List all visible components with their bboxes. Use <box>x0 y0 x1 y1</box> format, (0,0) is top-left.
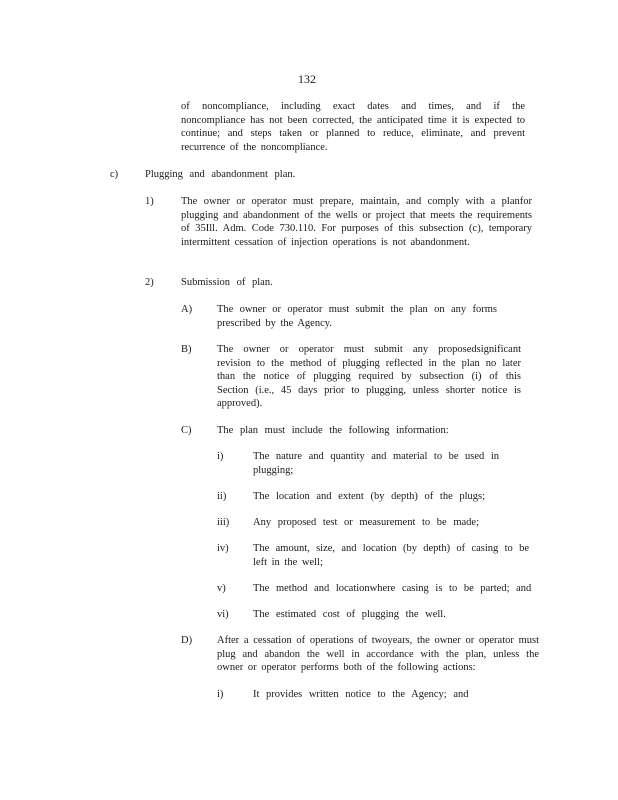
item-C-i-label: i) <box>217 451 224 462</box>
item-B-text: The owner or operator must submit any proposedsignificant revision to the method of plugging reflected in the plan no later than the notice of plugging required by subsection (i) of this Section (i.e., 45 days prior to plugging, unless shorter notice is approved). <box>217 344 521 410</box>
item-C-ii-text: The location and extent (by depth) of the plugs; <box>253 491 486 502</box>
page-number: 132 <box>298 72 316 86</box>
item-C-v-label: v) <box>217 583 226 594</box>
item-D-i-text: It provides written notice to the Agency; and <box>253 689 469 700</box>
item-C-v-text: The method and locationwhere casing is to be parted; and <box>253 583 532 594</box>
item-A-label: A) <box>181 304 193 315</box>
item-1-label: 1) <box>145 196 154 207</box>
section-c-label: c) <box>110 169 119 180</box>
item-B-label: B) <box>181 344 192 355</box>
item-C-ii-label: ii) <box>217 491 227 502</box>
item-1-text: The owner or operator must prepare, maintain, and comply with a planfor plugging and abandonment of the wells or project that meets the requirements of 35Ill. Adm. Code 730.110. For purposes of this subsection (c), temporary intermittent cessation of injection operations is not abandonment. <box>181 196 532 248</box>
item-C-text: The plan must include the following information: <box>217 425 449 436</box>
item-C-iii-label: iii) <box>217 517 230 528</box>
item-C-i-text: The nature and quantity and material to be used in plugging; <box>253 451 499 476</box>
item-D-i-label: i) <box>217 689 224 700</box>
item-D-label: D) <box>181 635 193 646</box>
item-C-label: C) <box>181 425 192 436</box>
item-C-iv-label: iv) <box>217 543 229 554</box>
item-A-text: The owner or operator must submit the plan on any forms prescribed by the Agency. <box>217 304 497 329</box>
item-2-heading: Submission of plan. <box>181 277 273 288</box>
item-C-iii-text: Any proposed test or measurement to be made; <box>253 517 479 528</box>
section-c-heading: Plugging and abandonment plan. <box>145 169 296 180</box>
item-C-vi-text: The estimated cost of plugging the well. <box>253 609 446 620</box>
item-2-label: 2) <box>145 277 154 288</box>
item-C-vi-label: vi) <box>217 609 229 620</box>
intro-paragraph: of noncompliance, including exact dates and times, and if the noncompliance has not been corrected, the anticipated time it is expected to continue; and steps taken or planned to reduce, eliminate, and prevent recurrence of the noncompliance. <box>181 101 525 153</box>
item-C-iv-text: The amount, size, and location (by depth) of casing to be left in the well; <box>253 543 529 568</box>
item-D-text: After a cessation of operations of twoyears, the owner or operator must plug and abandon the well in accordance with the plan, unless the owner or operator performs both of the following actions: <box>217 635 539 674</box>
